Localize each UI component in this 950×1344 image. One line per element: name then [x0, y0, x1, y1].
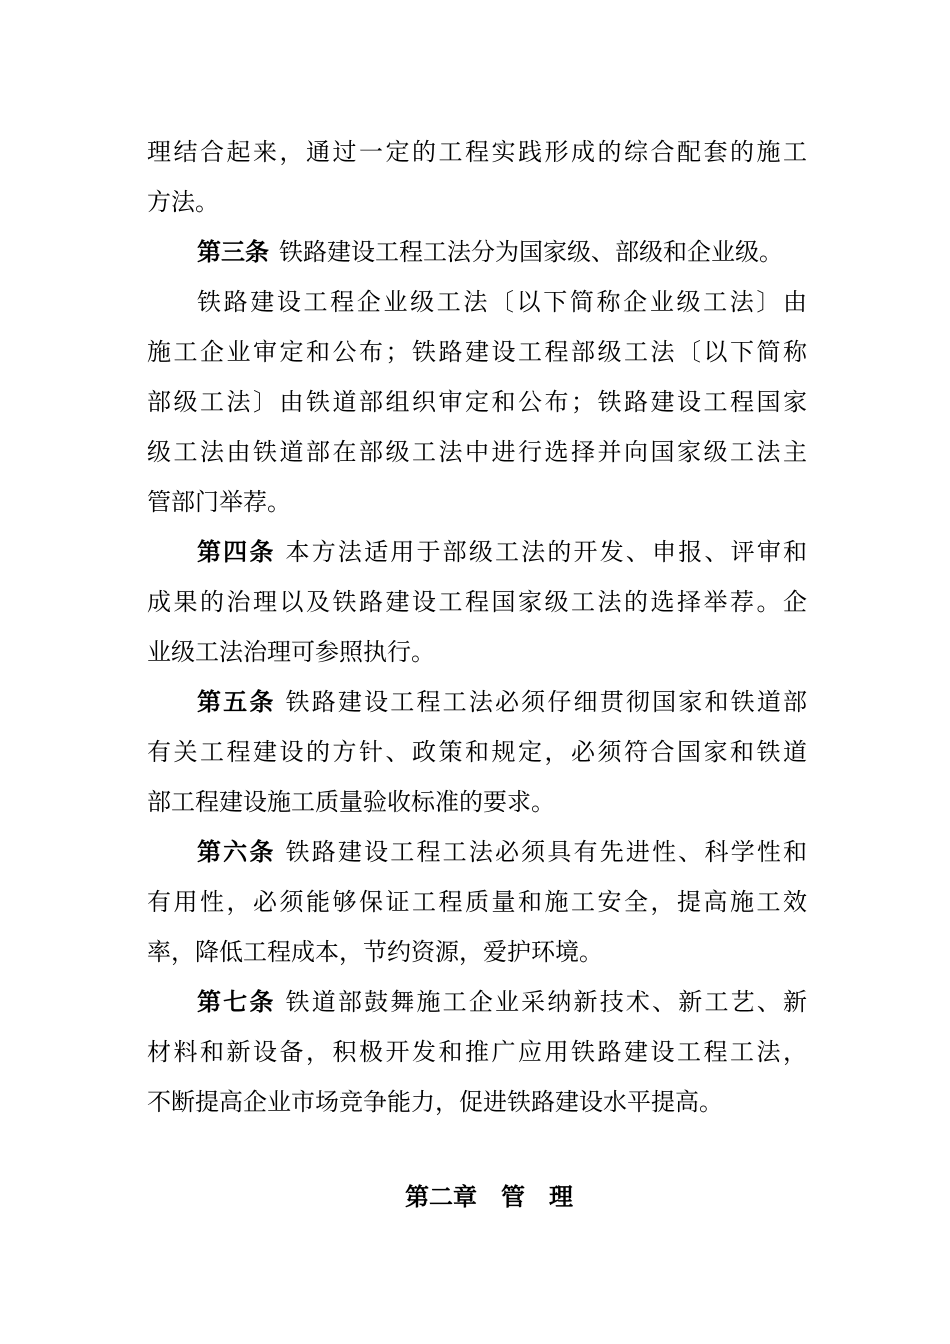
article-text: 铁路建设工程工法必须仔细贯彻国家和铁道部 — [285, 688, 807, 716]
article-label: 第三条 — [197, 237, 269, 266]
article-label: 第五条 — [197, 687, 276, 716]
article-text: 铁路建设工程工法分为国家级、部级和企业级。 — [279, 238, 783, 266]
paragraph-line: 部工程建设施工质量验收标准的要求。 — [147, 788, 555, 816]
article-text: 铁路建设工程工法必须具有先进性、科学性和 — [285, 838, 807, 866]
paragraph-line: 材料和新设备，积极开发和推广应用铁路建设工程工法， — [147, 1038, 807, 1066]
paragraph-line: 铁路建设工程企业级工法〔以下简称企业级工法〕由 — [197, 288, 807, 316]
chapter-heading: 第二章 管 理 — [405, 1182, 573, 1211]
paragraph-line: 率，降低工程成本，节约资源，爱护环境。 — [147, 938, 603, 966]
article-label: 第六条 — [197, 837, 276, 866]
paragraph-line: 有关工程建设的方针、政策和规定，必须符合国家和铁道 — [147, 738, 807, 766]
paragraph-line: 方法。 — [147, 188, 219, 216]
paragraph-line: 不断提高企业市场竞争能力，促进铁路建设水平提高。 — [147, 1088, 723, 1116]
article-7-line — [197, 985, 807, 1019]
paragraph-line: 成果的治理以及铁路建设工程国家级工法的选择举荐。企 — [147, 588, 807, 616]
paragraph-line: 业级工法治理可参照执行。 — [147, 638, 435, 666]
paragraph-line: 级工法由铁道部在部级工法中进行选择并向国家级工法主 — [147, 438, 807, 466]
paragraph-line: 有用性，必须能够保证工程质量和施工安全，提高施工效 — [147, 888, 807, 916]
article-label: 第七条 — [197, 987, 276, 1016]
paragraph-line: 部级工法〕由铁道部组织审定和公布；铁路建设工程国家 — [147, 388, 807, 416]
paragraph-line: 施工企业审定和公布；铁路建设工程部级工法〔以下简称 — [147, 338, 807, 366]
article-6-line — [197, 835, 807, 869]
article-label: 第四条 — [197, 537, 276, 566]
paragraph-line: 理结合起来，通过一定的工程实践形成的综合配套的施工 — [147, 138, 807, 166]
article-text: 本方法适用于部级工法的开发、申报、评审和 — [285, 538, 807, 566]
article-3-line — [197, 235, 807, 269]
article-5-line — [197, 685, 807, 719]
paragraph-line: 管部门举荐。 — [147, 488, 291, 516]
article-text: 铁道部鼓舞施工企业采纳新技术、新工艺、新 — [285, 988, 807, 1016]
article-4-line — [197, 535, 807, 569]
